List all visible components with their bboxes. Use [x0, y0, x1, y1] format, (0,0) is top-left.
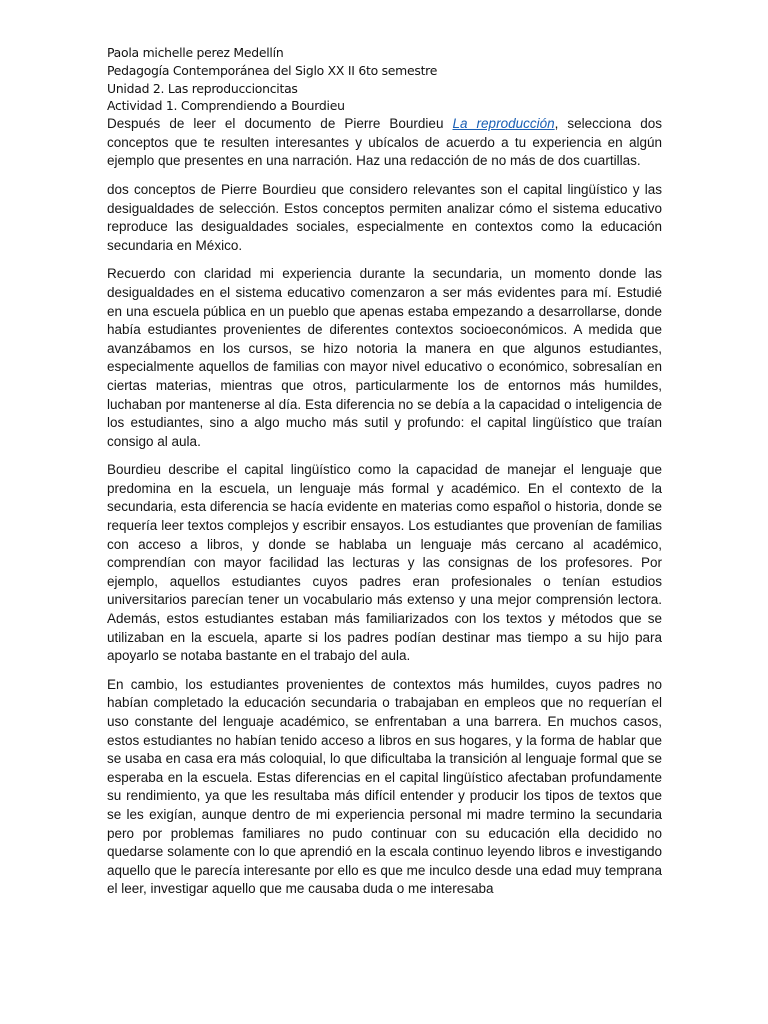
author-name: Paola michelle perez Medellín: [107, 45, 284, 60]
document-page: [107, 44, 662, 899]
body-paragraph-1: dos conceptos de Pierre Bourdieu que considero relevantes son el capital lingüístico y las desigualdades de selección. Estos conceptos permiten analizar cómo el sistema educativo reproduce las desigualdades sociales, especialmente en contextos como la educación secundaria en México.: [107, 181, 662, 253]
instructions-paragraph: [107, 115, 662, 171]
book-title-link[interactable]: La reproducción: [452, 116, 555, 132]
body-paragraph-4: En cambio, los estudiantes provenientes de contextos más humildes, cuyos padres no habían completado la educación secundaria o trabajaban en empleos que no requerían el uso constante del lenguaje académico, se enfrentaban a una barrera. En muchos casos, estos estudiantes no habían tenido acceso a libros en sus hogares, y la forma de hablar que se usaba en casa era más coloquial, lo que dificultaba la transición al lenguaje formal que se esperaba en la escuela. Estas diferencias en el capital lingüístico afectaban profundamente su rendimiento, ya que les resultaba más difícil entender y producir los tipos de textos que se les exigían, aunque dentro de mi experiencia personal mi madre termino la secundaria pero por problemas familiares no pudo continuar con su educación ella decidido no quedarse solamente con lo que aprendió en la escala continuo leyendo libros e investigando aquello que le parecía interesante por ello es que me inculco desde una edad muy temprana el leer, investigar aquello que me causaba duda o me interesaba: [107, 676, 662, 897]
body-paragraph-3: Bourdieu describe el capital lingüístico como la capacidad de manejar el lenguaje que predomina en la escuela, un lenguaje más formal y académico. En el contexto de la secundaria, esta diferencia se hacía evidente en materias como español o historia, donde se requería leer textos complejos y escribir ensayos. Los estudiantes que provenían de familias con acceso a libros, y donde se hablaba un lenguaje más cercano al académico, comprendían con mayor facilidad las lecturas y las consignas de los profesores. Por ejemplo, aquellos estudiantes cuyos padres eran profesionales o tenían estudios universitarios parecían tener un vocabulario más extenso y una mejor comprensión lectora. Además, estos estudiantes estaban más familiarizados con los textos y métodos que se utilizaban en la escuela, aparte si los padres podían destinar mas tiempo a su hijo para apoyarlo se notaba bastante en el trabajo del aula.: [107, 462, 662, 664]
instructions-text-start: Después de leer el documento de Pierre Bourdieu: [107, 116, 453, 132]
unit-title: Unidad 2. Las reproduccioncitas: [107, 80, 298, 96]
course-name: Pedagogía Contemporánea del Siglo XX II 6to semestre: [107, 62, 438, 78]
instructions-text-end: , selecciona dos conceptos que te resulten interesantes y ubícalos de acuerdo a tu experiencia en algún ejemplo que presentes en una narración. Haz una redacción de no más de dos cuartillas.: [107, 116, 662, 169]
activity-title: Actividad 1. Comprendiendo a Bourdieu: [107, 98, 345, 114]
body-paragraph-2: Recuerdo con claridad mi experiencia durante la secundaria, un momento donde las desigualdades en el sistema educativo comenzaron a ser más evidentes para mí. Estudié en una escuela pública en un pueblo que apenas estaba empezando a desarrollarse, donde había estudiantes provenientes de diferentes contextos socioeconómicos. A medida que avanzábamos en los cursos, se hizo notoria la manera en que algunos estudiantes, especialmente aquellos de familias con mayor nivel educativo o económico, sobresalían en ciertas materias, mientras que otros, particularmente los de entornos más humildes, luchaban por mantenerse al día. Esta diferencia no se debía a la capacidad o inteligencia de los estudiantes, sino a algo mucho más sutil y profundo: el capital lingüístico que traían consigo al aula.: [107, 266, 662, 449]
